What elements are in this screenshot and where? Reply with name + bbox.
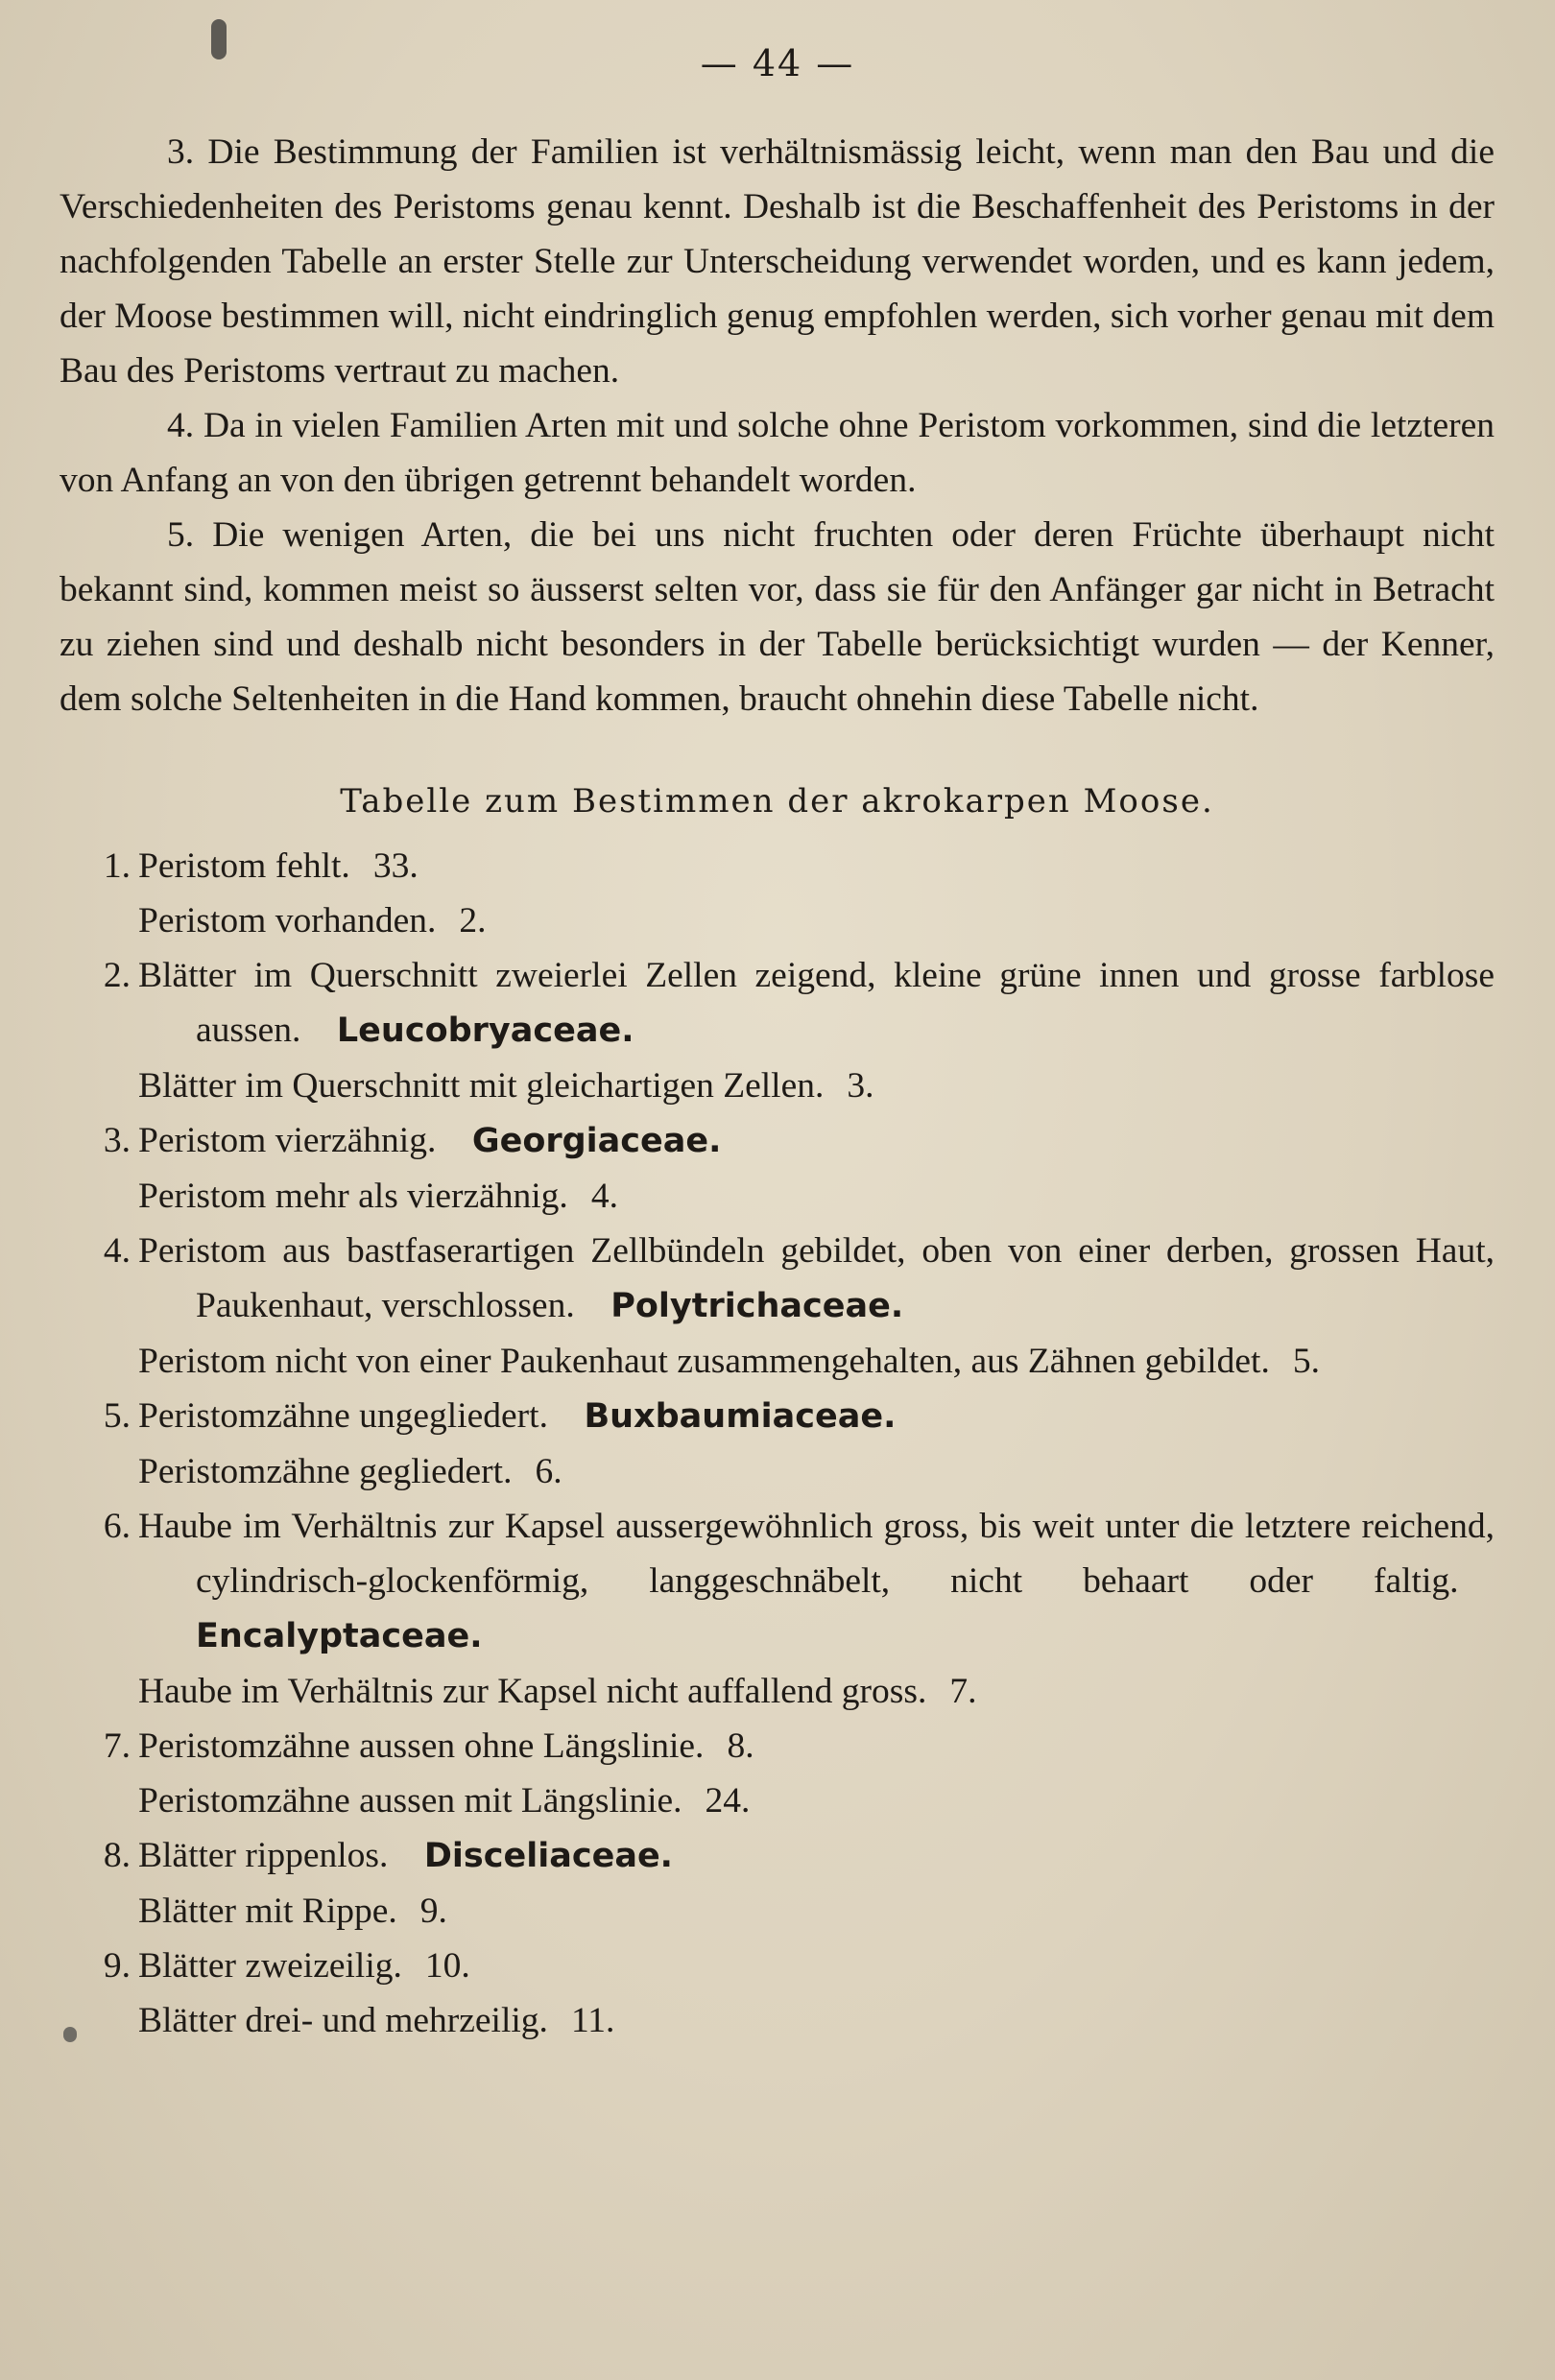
key-option-a — [138, 1113, 1495, 1169]
option-text: Peristom mehr als vierzähnig. — [138, 1177, 568, 1216]
option-text: Peristomzähne gegliedert. — [138, 1452, 513, 1491]
option-text: Peristomzähne aussen mit Längslinie. — [138, 1781, 682, 1821]
entry-number: 5. — [103, 1396, 131, 1436]
family-name: Buxbaumiaceae. — [584, 1397, 897, 1436]
option-text: Peristomzähne aussen ohne Längslinie. — [138, 1726, 705, 1766]
reference-number: 2. — [459, 901, 487, 940]
paragraph: 4. Da in vielen Familien Arten mit und solche ohne Peristom vorkommen, sind die letzteren von Anfang an von den übrigen getrennt behandelt worden. — [60, 406, 1495, 500]
option-text: Blätter rippenlos. — [138, 1836, 389, 1875]
key-option-b — [138, 1059, 1495, 1113]
entry-number: 2. — [103, 956, 131, 995]
key-option-a — [138, 1828, 1495, 1884]
key-option-b — [138, 1334, 1495, 1389]
reference-number: 11. — [570, 2001, 615, 2040]
key-entry — [60, 1389, 1495, 1499]
reference-number: 9. — [419, 1892, 447, 1931]
key-option-b — [138, 893, 1495, 948]
paragraph: 3. Die Bestimmung der Familien ist verhältnismässig leicht, wenn man den Bau und die Verschiedenheiten des Peristoms genau kennt. Deshalb ist die Beschaffenheit des Peristoms in der nachfolgenden Tabelle an erster Stelle zur Unterscheidung verwendet worden, und es kann jedem, der Moose bestimmen will, nicht eindringlich genug empfohlen werden, sich vorher genau mit dem Bau des Peristoms vertraut zu machen. — [60, 132, 1495, 391]
key-entry — [60, 1719, 1495, 1828]
option-text: Peristom vorhanden. — [138, 901, 437, 940]
entry-number: 8. — [103, 1836, 131, 1875]
reference-number: 3. — [847, 1066, 874, 1106]
reference-number: 24. — [705, 1781, 751, 1821]
reference-number: 10. — [424, 1946, 470, 1986]
reference-number: 8. — [727, 1726, 754, 1766]
family-name: Georgiaceae. — [471, 1122, 722, 1160]
key-entry — [60, 1939, 1495, 2048]
key-entry — [60, 1828, 1495, 1939]
option-text: Peristom aus bastfaserartigen Zellbündeln gebildet, oben von einer derben, grossen Haut, Paukenhaut, verschlossen. — [138, 1231, 1495, 1325]
key-option-b — [138, 1169, 1495, 1224]
family-name: Disceliaceae. — [423, 1837, 673, 1875]
key-option-b — [138, 1773, 1495, 1828]
paragraph: 5. Die wenigen Arten, die bei uns nicht fruchten oder deren Früchte überhaupt nicht bekannt sind, kommen meist so äusserst selten vor, dass sie für den Anfänger gar nicht in Betracht zu ziehen sind und deshalb nicht besonders in der Tabelle berücksichtigt wurden — der Kenner, dem solche Seltenheiten in die Hand kommen, braucht ohnehin diese Tabelle nicht. — [60, 515, 1495, 719]
reference-number: 33. — [372, 846, 419, 886]
key-entry — [60, 1224, 1495, 1389]
entry-number: 3. — [103, 1121, 131, 1160]
key-option-b — [138, 1993, 1495, 2048]
key-option-b — [138, 1444, 1495, 1499]
option-text: Blätter mit Rippe. — [138, 1892, 397, 1931]
key-option-a — [138, 1939, 1495, 1993]
entry-number: 1. — [103, 846, 131, 886]
reference-number: 4. — [590, 1177, 618, 1216]
body-text — [60, 125, 1495, 2048]
option-text: Peristom vierzähnig. — [138, 1121, 437, 1160]
key-option-a — [138, 1499, 1495, 1664]
option-text: Haube im Verhältnis zur Kapsel nicht auffallend gross. — [138, 1672, 927, 1711]
key-option-a — [138, 1224, 1495, 1334]
table-title: Tabelle zum Bestimmen der akrokarpen Moose. — [340, 782, 1214, 821]
option-text: Blätter zweizeilig. — [138, 1946, 402, 1986]
key-entry — [60, 839, 1495, 948]
page-number: — 44 — — [700, 42, 855, 84]
entry-number: 9. — [103, 1946, 131, 1986]
option-text: Peristom fehlt. — [138, 846, 350, 886]
key-entry — [60, 948, 1495, 1113]
key-option-a — [138, 948, 1495, 1059]
key-entry — [60, 1499, 1495, 1719]
family-name: Encalyptaceae. — [196, 1617, 483, 1655]
key-option-b — [138, 1884, 1495, 1939]
option-text: Peristomzähne ungegliedert. — [138, 1396, 548, 1436]
option-text: Peristom nicht von einer Paukenhaut zusammengehalten, aus Zähnen gebildet. — [138, 1342, 1270, 1381]
key-table — [60, 839, 1495, 2048]
family-name: Polytrichaceae. — [610, 1287, 904, 1325]
family-name: Leucobryaceae. — [336, 1012, 634, 1050]
key-option-a — [138, 1719, 1495, 1773]
reference-number: 6. — [535, 1452, 562, 1491]
entry-number: 7. — [103, 1726, 131, 1766]
key-option-a — [138, 1389, 1495, 1444]
entry-number: 6. — [103, 1507, 131, 1546]
key-entry — [60, 1113, 1495, 1224]
option-text: Blätter im Querschnitt mit gleichartigen Zellen. — [138, 1066, 825, 1106]
option-text: Blätter drei- und mehrzeilig. — [138, 2001, 548, 2040]
entry-number: 4. — [103, 1231, 131, 1271]
option-text: Blätter im Querschnitt zweierlei Zellen zeigend, kleine grüne innen und grosse farblose aussen. — [138, 956, 1495, 1050]
reference-number: 7. — [949, 1672, 977, 1711]
reference-number: 5. — [1292, 1342, 1320, 1381]
option-text: Haube im Verhältnis zur Kapsel aussergewöhnlich gross, bis weit unter die letztere reichend, cylindrisch-glockenförmig, langgeschnäbelt, nicht behaart oder faltig. — [138, 1507, 1495, 1601]
key-option-b — [138, 1664, 1495, 1719]
key-option-a — [138, 839, 1495, 893]
